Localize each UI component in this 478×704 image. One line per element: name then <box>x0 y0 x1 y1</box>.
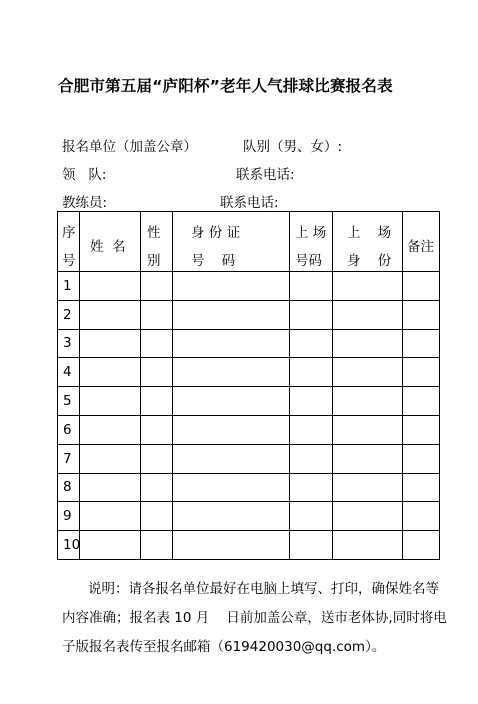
sex-cell <box>141 502 173 531</box>
sex-cell <box>141 444 173 473</box>
role-cell <box>333 473 403 502</box>
name-cell <box>80 502 141 531</box>
note-line-1: 说明：请各报名单位最好在电脑上填写、打印，确保姓名等 <box>88 581 439 597</box>
sex-cell <box>141 415 173 444</box>
id-cell <box>173 473 290 502</box>
row-number: 7 <box>58 444 80 473</box>
remark-cell <box>403 415 440 444</box>
table-row <box>58 387 440 416</box>
remark-cell <box>403 444 440 473</box>
number-cell <box>290 387 333 416</box>
sex-cell <box>141 272 173 301</box>
number-cell <box>290 473 333 502</box>
name-cell <box>80 387 141 416</box>
role-cell <box>333 272 403 301</box>
number-cell <box>290 502 333 531</box>
note-line-2: 内容准确；报名表 10 月 日前加盖公章，送市老体协,同时将电 <box>62 610 447 626</box>
header-sex <box>141 212 173 272</box>
row-number: 9 <box>58 502 80 531</box>
number-cell <box>290 415 333 444</box>
form-title: 合肥市第五届“庐阳杯”老年人气排球比赛报名表 <box>58 77 393 95</box>
id-cell <box>173 444 290 473</box>
role-cell <box>333 531 403 560</box>
role-cell <box>333 444 403 473</box>
role-cell <box>333 300 403 329</box>
table-row <box>58 272 440 301</box>
sex-cell <box>141 387 173 416</box>
role-cell <box>333 502 403 531</box>
sex-cell <box>141 358 173 387</box>
unit-label: 报名单位（加盖公章） <box>62 139 197 155</box>
sex-cell <box>141 531 173 560</box>
table-row <box>58 473 440 502</box>
name-cell <box>80 531 141 560</box>
note-line-3: 子版报名表传至报名邮箱（619420030@qq.com）。 <box>62 639 386 655</box>
role-cell <box>333 387 403 416</box>
header-seq-bottom: 号 <box>62 253 76 269</box>
sex-cell <box>141 300 173 329</box>
row-number: 5 <box>58 387 80 416</box>
number-cell <box>290 272 333 301</box>
coach-label: 教练员: <box>62 195 108 211</box>
row-number: 2 <box>58 300 80 329</box>
number-cell <box>290 329 333 358</box>
id-cell <box>173 358 290 387</box>
role-cell <box>333 358 403 387</box>
header-id-bottom: 号 码 <box>191 253 236 269</box>
id-cell <box>173 300 290 329</box>
number-cell <box>290 531 333 560</box>
row-number: 8 <box>58 473 80 502</box>
table-row <box>58 415 440 444</box>
name-cell <box>80 329 141 358</box>
id-cell <box>173 502 290 531</box>
header-sex-bottom: 别 <box>147 253 161 269</box>
registration-table <box>57 211 440 560</box>
remark-cell <box>403 358 440 387</box>
leader-phone-label: 联系电话: <box>236 167 295 183</box>
remark-cell <box>403 473 440 502</box>
header-role-top: 上 场 <box>347 225 392 241</box>
remark-cell <box>403 531 440 560</box>
leader-label: 领 队: <box>62 167 107 183</box>
id-cell <box>173 272 290 301</box>
row-number: 4 <box>58 358 80 387</box>
table-row <box>58 502 440 531</box>
header-role <box>333 212 403 272</box>
name-cell <box>80 272 141 301</box>
header-seq-top: 序 <box>62 225 76 241</box>
remark-cell <box>403 329 440 358</box>
name-cell <box>80 300 141 329</box>
header-number <box>290 212 333 272</box>
id-cell <box>173 387 290 416</box>
row-number: 6 <box>58 415 80 444</box>
remark-cell <box>403 387 440 416</box>
sex-cell <box>141 473 173 502</box>
role-cell <box>333 415 403 444</box>
name-cell <box>80 473 141 502</box>
number-cell <box>290 444 333 473</box>
header-remark-label: 备注 <box>407 239 434 255</box>
id-cell <box>173 531 290 560</box>
number-cell <box>290 300 333 329</box>
row-number: 10 <box>58 531 80 560</box>
table-row <box>58 444 440 473</box>
table-row <box>58 329 440 358</box>
header-name-label: 姓 名 <box>90 239 126 255</box>
team-label: 队别（男、女）: <box>243 139 343 155</box>
id-cell <box>173 415 290 444</box>
header-role-bottom: 身 份 <box>347 253 392 269</box>
header-id-top: 身 份 证 <box>191 225 241 241</box>
header-name <box>80 212 141 272</box>
role-cell <box>333 329 403 358</box>
number-cell <box>290 358 333 387</box>
header-sex-top: 性 <box>147 225 161 241</box>
table-row <box>58 531 440 560</box>
header-number-top: 上 场 <box>295 225 327 241</box>
name-cell <box>80 415 141 444</box>
remark-cell <box>403 272 440 301</box>
header-remark <box>403 212 440 272</box>
name-cell <box>80 444 141 473</box>
remark-cell <box>403 300 440 329</box>
name-cell <box>80 358 141 387</box>
header-row <box>58 212 440 272</box>
row-number: 3 <box>58 329 80 358</box>
remark-cell <box>403 502 440 531</box>
row-number: 1 <box>58 272 80 301</box>
header-seq <box>58 212 80 272</box>
id-cell <box>173 329 290 358</box>
table-row <box>58 358 440 387</box>
table-row <box>58 300 440 329</box>
header-number-bottom: 号码 <box>295 253 322 269</box>
header-id <box>173 212 290 272</box>
coach-phone-label: 联系电话: <box>220 195 279 211</box>
sex-cell <box>141 329 173 358</box>
